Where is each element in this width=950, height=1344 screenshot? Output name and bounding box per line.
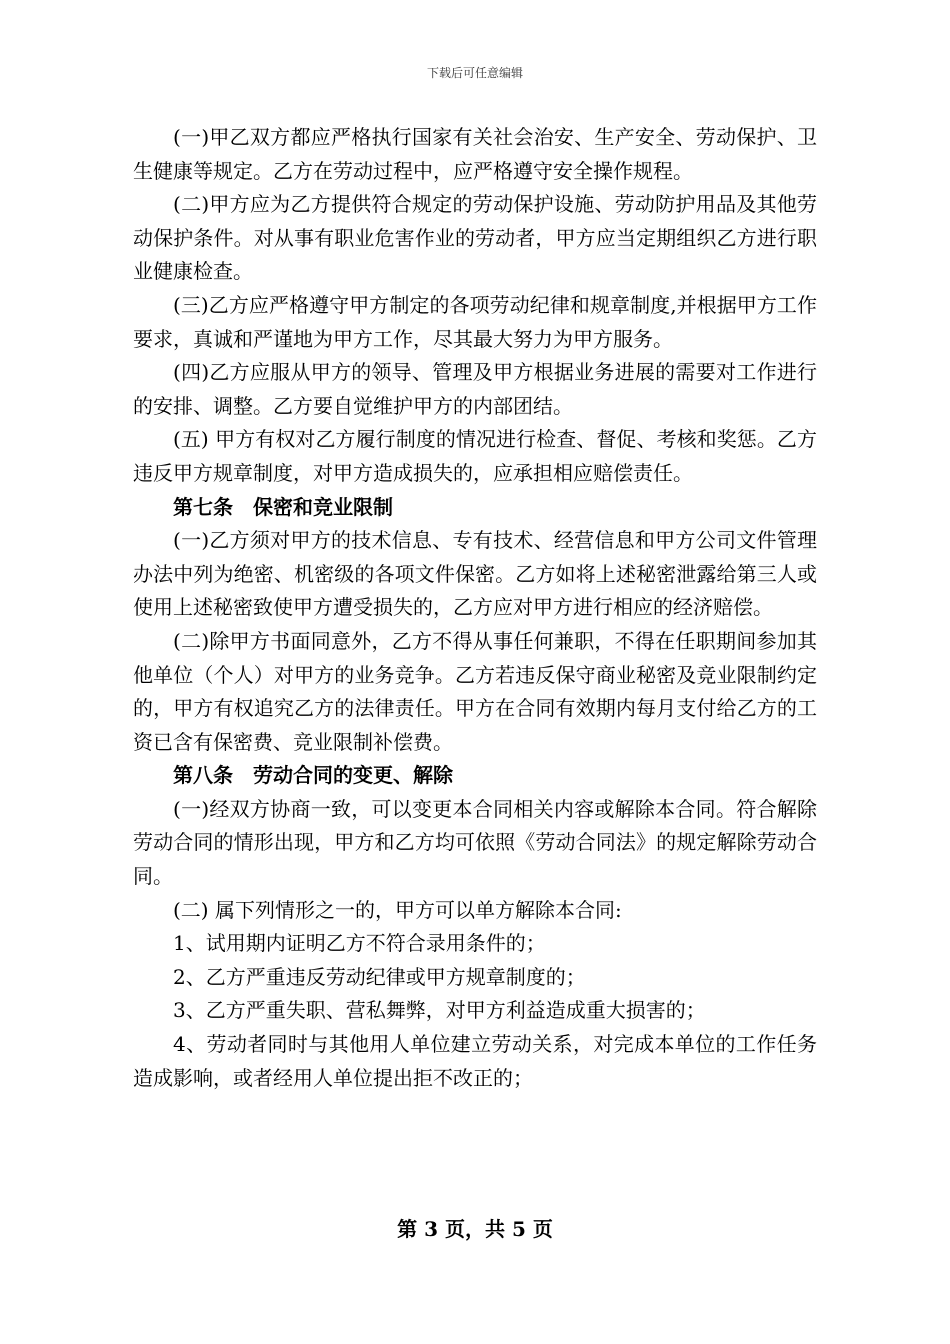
- list-item: 3、乙方严重失职、营私舞弊，对甲方利益造成重大损害的；: [173, 998, 706, 1023]
- document-body: [133, 121, 817, 1095]
- list-item: 2、乙方严重违反劳动纪律或甲方规章制度的；: [173, 964, 586, 989]
- paragraph: (五) 甲方有权对乙方履行制度的情况进行检查、督促、考核和奖惩。乙方违反甲方规章制度，对甲方造成损失的，应承担相应赔偿责任。: [133, 427, 817, 485]
- paragraph: (一)经双方协商一致，可以变更本合同相关内容或解除本合同。符合解除劳动合同的情形出现，甲方和乙方均可依照《劳动合同法》的规定解除劳动合同。: [133, 796, 817, 889]
- section-heading: 第七条 保密和竞业限制: [173, 494, 393, 519]
- paragraph: (一)乙方须对甲方的技术信息、专有技术、经营信息和甲方公司文件管理办法中列为绝密、机密级的各项文件保密。乙方如将上述秘密泄露给第三人或使用上述秘密致使甲方遭受损失的，乙方应对甲方进行相应的经济赔偿。: [133, 528, 817, 620]
- paragraph: (二) 属下列情形之一的，甲方可以单方解除本合同:: [173, 897, 622, 922]
- paragraph: (二)甲方应为乙方提供符合规定的劳动保护设施、劳动防护用品及其他劳动保护条件。对从事有职业危害作业的劳动者，甲方应当定期组织乙方进行职业健康检查。: [133, 192, 817, 284]
- list-item: 1、试用期内证明乙方不符合录用条件的；: [173, 931, 546, 956]
- paragraph: (一)甲乙双方都应严格执行国家有关社会治安、生产安全、劳动保护、卫生健康等规定。乙方在劳动过程中，应严格遵守安全操作规程。: [133, 125, 817, 183]
- paragraph: (二)除甲方书面同意外，乙方不得从事任何兼职，不得在任职期间参加其他单位（个人）对甲方的业务竞争。乙方若违反保守商业秘密及竞业限制约定的，甲方有权追究乙方的法律责任。甲方在合同有效期内每月支付给乙方的工资已含有保密费、竞业限制补偿费。: [133, 628, 817, 754]
- section-heading: 第八条 劳动合同的变更、解除: [173, 763, 453, 788]
- paragraph: (三)乙方应严格遵守甲方制定的各项劳动纪律和规章制度,并根据甲方工作要求，真诚和严谨地为甲方工作，尽其最大努力为甲方服务。: [133, 292, 817, 351]
- header-note: 下载后可任意编辑: [426, 66, 523, 80]
- paragraph: (四)乙方应服从甲方的领导、管理及甲方根据业务进展的需要对工作进行的安排、调整。乙方要自觉维护甲方的内部团结。: [133, 360, 817, 418]
- list-item: 4、劳动者同时与其他用人单位建立劳动关系，对完成本单位的工作任务造成影响，或者经用人单位提出拒不改正的；: [133, 1032, 817, 1090]
- page-number: 第 3 页，共 5 页: [397, 1217, 553, 1241]
